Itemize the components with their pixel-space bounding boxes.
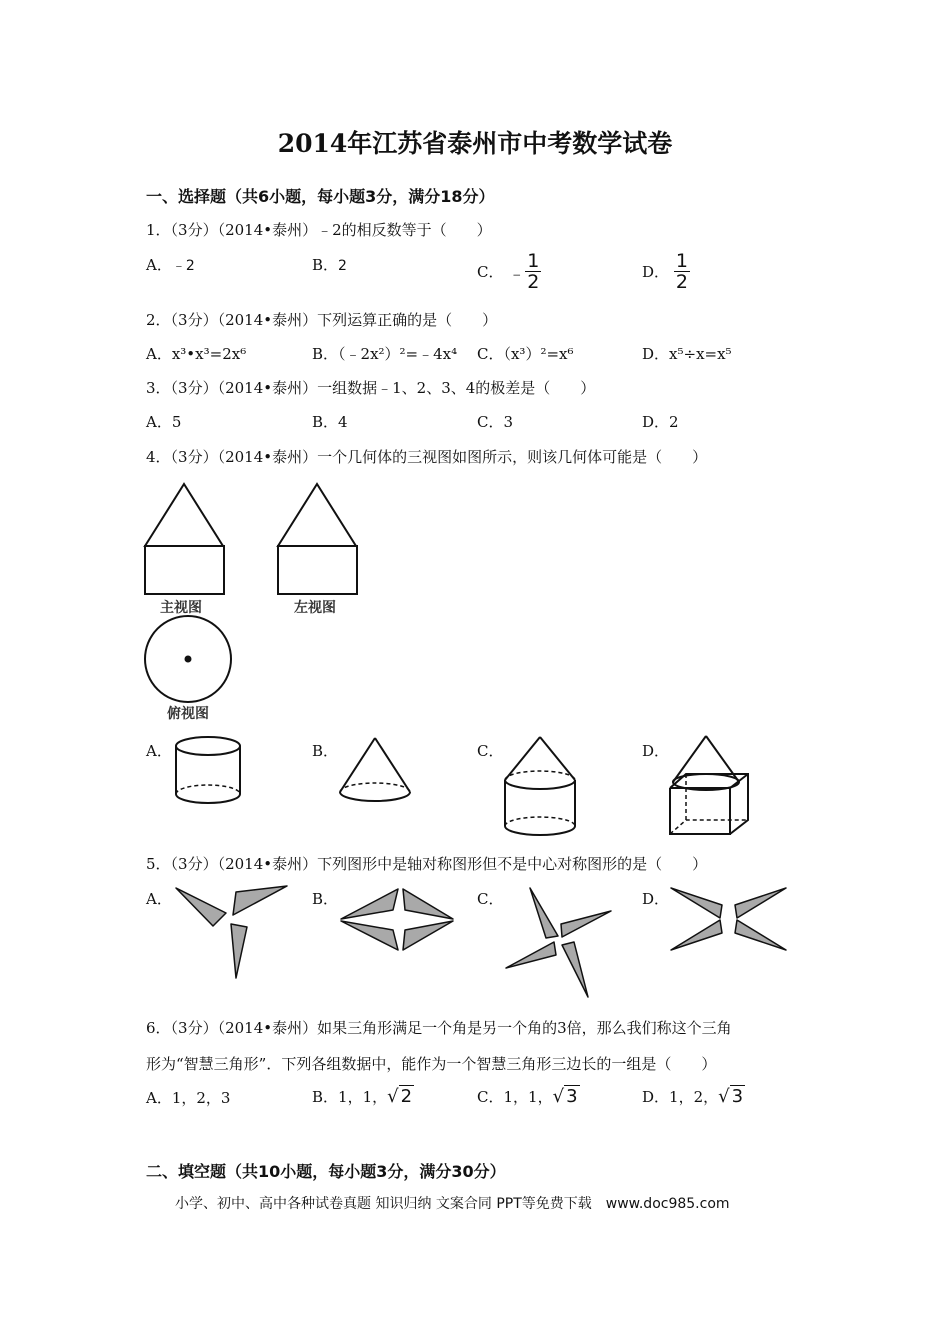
question-5-stem: 5．（3分）（2014•泰州）下列图形中是轴对称图形但不是中心对称图形的是（ ）: [146, 855, 708, 873]
q1-option-c-label: C．: [477, 263, 504, 281]
q1-option-b-label: B．: [312, 256, 339, 274]
q1-d-numerator: 1: [675, 250, 688, 272]
three-blade-figure: [176, 886, 287, 978]
q2-option-b: B．（﹣2x²）²=﹣4x⁴: [312, 345, 458, 363]
q4-option-a-label: A．: [146, 742, 172, 760]
q6-option-b-text: B．1，1，: [312, 1088, 388, 1106]
q2-option-c: C．（x³）²=x⁶: [477, 345, 574, 363]
q3-option-b: B．4: [312, 413, 348, 431]
question-3-stem: 3．（3分）（2014•泰州）一组数据﹣1、2、3、4的极差是（ ）: [146, 379, 596, 397]
q6-d-radicand: 3: [731, 1086, 744, 1107]
left-view-caption: 左视图: [294, 600, 336, 616]
page-title: 2014年江苏省泰州市中考数学试卷: [277, 129, 673, 158]
q6-option-d-text: D．1，2，: [642, 1088, 719, 1106]
front-view-caption: 主视图: [160, 600, 202, 616]
q6-option-b: [312, 1086, 414, 1107]
q5-option-d-label: D．: [642, 890, 670, 908]
q3-option-c: C．3: [477, 413, 514, 431]
question-6-stem-line2: 形为“智慧三角形”．下列各组数据中，能作为一个智慧三角形三边长的一组是（ ）: [146, 1055, 717, 1073]
four-blade-figure: [506, 888, 611, 997]
q2-option-a: A．x³•x³=2x⁶: [146, 345, 247, 363]
q6-option-c-sqrt: √ 3: [552, 1086, 578, 1107]
bow-figure: [341, 889, 453, 950]
q6-option-d-sqrt: √ 3: [718, 1086, 744, 1107]
q1-c-numerator: 1: [527, 250, 540, 272]
question-2-stem: 2．（3分）（2014•泰州）下列运算正确的是（ ）: [146, 311, 498, 329]
q3-option-a: A．5: [146, 413, 182, 431]
q1-c-denominator: 2: [527, 271, 540, 293]
q6-option-d: [642, 1086, 745, 1107]
top-view-caption: 俯视图: [167, 706, 209, 722]
q1-option-a-value: ﹣2: [171, 258, 195, 274]
q6-c-radicand: 3: [566, 1086, 578, 1107]
question-6-stem-line1: 6．（3分）（2014•泰州）如果三角形满足一个角是另一个角的3倍，那么我们称这个三角: [146, 1019, 732, 1037]
q2-option-d: D．x⁵÷x=x⁵: [642, 345, 732, 363]
q4-option-c-label: C．: [477, 742, 504, 760]
q1-option-a-label: A．: [146, 256, 172, 274]
question-4-stem: 4．（3分）（2014•泰州）一个几何体的三视图如图所示，则该几何体可能是（ ）: [146, 448, 708, 466]
q4-option-b-label: B．: [312, 742, 339, 760]
q6-option-c-text: C．1，1，: [477, 1088, 553, 1106]
butterfly-figure: [671, 888, 786, 950]
footer-ad-text: 小学、初中、高中各种试卷真题 知识归纳 文案合同 PPT等免费下载 www.doc985.com: [175, 1196, 730, 1212]
q1-option-d-label: D．: [642, 263, 670, 281]
section-heading-fill-in: 二、填空题（共10小题，每小题3分，满分30分）: [146, 1162, 506, 1181]
section-heading-choice: 一、选择题（共6小题，每小题3分，满分18分）: [146, 187, 495, 206]
q5-option-a-label: A．: [146, 890, 172, 908]
q1-option-b-value: 2: [338, 258, 347, 274]
q4-option-d-label: D．: [642, 742, 670, 760]
q5-option-b-label: B．: [312, 890, 339, 908]
q6-b-radicand: 2: [400, 1086, 413, 1107]
question-1-stem: 1．（3分）（2014•泰州）﹣2的相反数等于（ ）: [146, 221, 492, 239]
q6-option-b-sqrt: √ 2: [387, 1086, 413, 1107]
q5-option-c-label: C．: [477, 890, 504, 908]
q6-option-a: A．1，2，3: [146, 1089, 231, 1107]
q3-option-d: D．2: [642, 413, 679, 431]
q1-d-denominator: 2: [675, 271, 688, 293]
q6-option-c: [477, 1086, 580, 1107]
q1-option-c-sign: ﹣: [508, 264, 526, 284]
